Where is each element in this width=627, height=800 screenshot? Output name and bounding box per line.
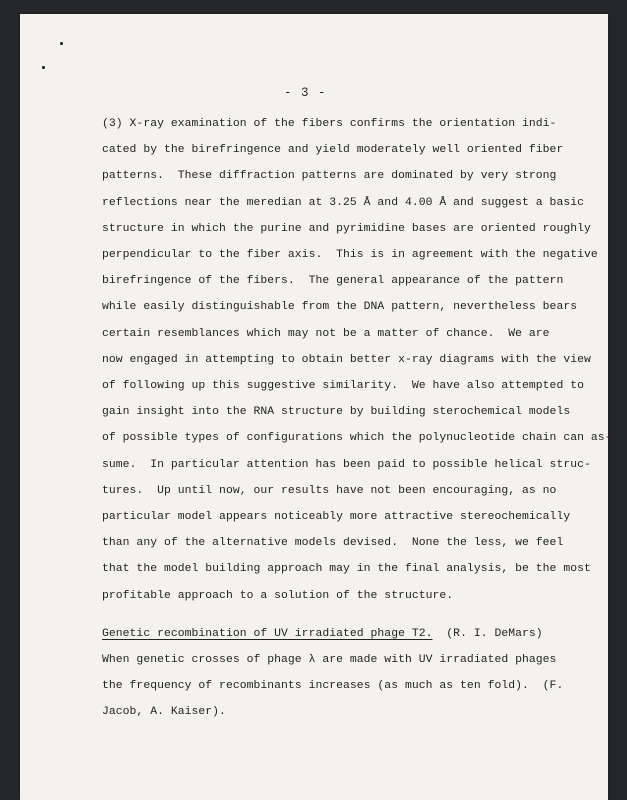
text-line: patterns. These diffraction patterns are dominated by very strong xyxy=(102,170,557,183)
text-line: certain resemblances which may not be a matter of chance. We are xyxy=(102,327,550,340)
paragraph-x-ray xyxy=(102,111,612,609)
section-author: (R. I. DeMars) xyxy=(446,627,543,640)
document-body xyxy=(102,111,612,726)
scan-speck xyxy=(42,66,45,69)
document-page xyxy=(20,14,612,800)
text-line: reflections near the meredian at 3.25 Å and 4.00 Å and suggest a basic xyxy=(102,196,584,209)
text-line: particular model appears noticeably more attractive stereochemically xyxy=(102,511,571,524)
text-line: When genetic crosses of phage λ are made with UV irradiated phages xyxy=(102,654,557,667)
text-line: of following up this suggestive similarity. We have also attempted to xyxy=(102,380,584,393)
section-heading: Genetic recombination of UV irradiated phage T2. xyxy=(102,627,433,640)
page-number: - 3 - xyxy=(284,86,327,100)
text-line: gain insight into the RNA structure by building sterochemical models xyxy=(102,406,571,419)
section-heading-line xyxy=(102,621,552,647)
text-line: structure in which the purine and pyrimidine bases are oriented roughly xyxy=(102,222,591,235)
text-line: profitable approach to a solution of the structure. xyxy=(102,589,454,602)
text-line: than any of the alternative models devised. None the less, we feel xyxy=(102,537,564,550)
text-line: perpendicular to the fiber axis. This is in agreement with the negative xyxy=(102,249,598,262)
section-gap xyxy=(102,609,552,621)
text-line: (3) X-ray examination of the fibers confirms the orientation indi- xyxy=(102,118,557,130)
text-line: of possible types of configurations which the polynucleotide chain can as- xyxy=(102,432,612,445)
text-line: tures. Up until now, our results have not been encouraging, as no xyxy=(102,484,557,497)
text-line: now engaged in attempting to obtain better x-ray diagrams with the view xyxy=(102,353,591,366)
text-line: Jacob, A. Kaiser). xyxy=(102,706,226,719)
text-line: sume. In particular attention has been paid to possible helical struc- xyxy=(102,458,591,471)
text-line: the frequency of recombinants increases (as much as ten fold). (F. xyxy=(102,680,564,693)
scan-speck xyxy=(60,42,63,45)
text-line: cated by the birefringence and yield moderately well oriented fiber xyxy=(102,144,564,157)
paragraph-genetic-recombination xyxy=(102,621,564,726)
text-line: birefringence of the fibers. The general appearance of the pattern xyxy=(102,275,564,288)
text-line: that the model building approach may in the final analysis, be the most xyxy=(102,563,591,576)
text-line: while easily distinguishable from the DNA pattern, nevertheless bears xyxy=(102,301,578,314)
